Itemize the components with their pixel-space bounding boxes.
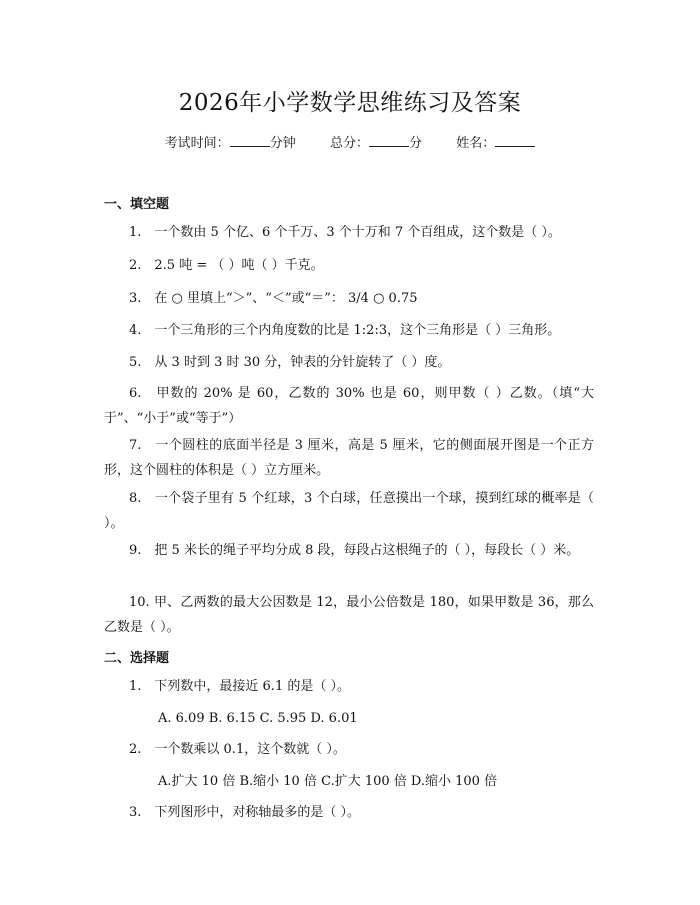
name-label: 姓名：	[456, 136, 496, 151]
section-heading-fill: 一、填空题	[104, 197, 170, 212]
choice-question-3: 3. 下列图形中，对称轴最多的是（ ）。	[129, 805, 361, 820]
fill-question-5: 5. 从 3 时到 3 时 30 分，钟表的分针旋转了（ ）度。	[129, 355, 451, 370]
fill-question-7: 7. 一个圆柱的底面半径是 3 厘米，高是 5 厘米，它的侧面展开图是一个正方形，这个圆柱的体积是（ ）立方厘米。	[104, 438, 594, 478]
choice-options-1: A. 6.09 B. 6.15 C. 5.95 D. 6.01	[158, 711, 358, 726]
choice-options-2: A.扩大 10 倍 B.缩小 10 倍 C.扩大 100 倍 D.缩小 100 倍	[158, 774, 498, 789]
time-blank	[230, 134, 270, 147]
score-unit: 分	[409, 136, 423, 151]
fill-question-9: 9. 把 5 米长的绳子平均分成 8 段，每段占这根绳子的（ ），每段长（ ）米。	[129, 543, 580, 558]
fill-question-1: 1. 一个数由 5 个亿、6 个千万、3 个十万和 7 个百组成，这个数是（ ）。	[129, 225, 561, 240]
fill-question-3: 3. 在 ○ 里填上“＞”、“＜”或“＝”： 3/4 ○ 0.75	[129, 291, 418, 306]
name-blank	[495, 134, 535, 147]
time-unit: 分钟	[269, 136, 296, 151]
time-label: 考试时间：	[164, 136, 230, 151]
choice-question-2: 2. 一个数乘以 0.1，这个数就（ ）。	[129, 742, 346, 757]
fill-question-4: 4. 一个三角形的三个内角度数的比是 1:2:3，这个三角形是（ ）三角形。	[129, 323, 561, 338]
fill-question-6: 6. 甲数的 20% 是 60，乙数的 30% 也是 60，则甲数（ ）乙数。（填“大于”、“小于”或“等于”）	[104, 386, 594, 426]
score-blank	[369, 134, 409, 147]
page-title: 2026年小学数学思维练习及答案	[178, 90, 522, 116]
score-label: 总分：	[329, 136, 369, 151]
choice-question-1: 1. 下列数中，最接近 6.1 的是（ ）。	[129, 679, 350, 694]
section-heading-choice: 二、选择题	[104, 651, 170, 666]
exam-meta	[0, 132, 700, 151]
fill-question-10: 10. 甲、乙两数的最大公因数是 12，最小公倍数是 180，如果甲数是 36，那么乙数是（ ）。	[104, 595, 594, 635]
fill-question-2: 2. 2.5 吨 = （ ）吨（ ）千克。	[129, 258, 324, 273]
fill-question-8: 8. 一个袋子里有 5 个红球，3 个白球，任意摸出一个球，摸到红球的概率是（ ）。	[104, 491, 594, 531]
